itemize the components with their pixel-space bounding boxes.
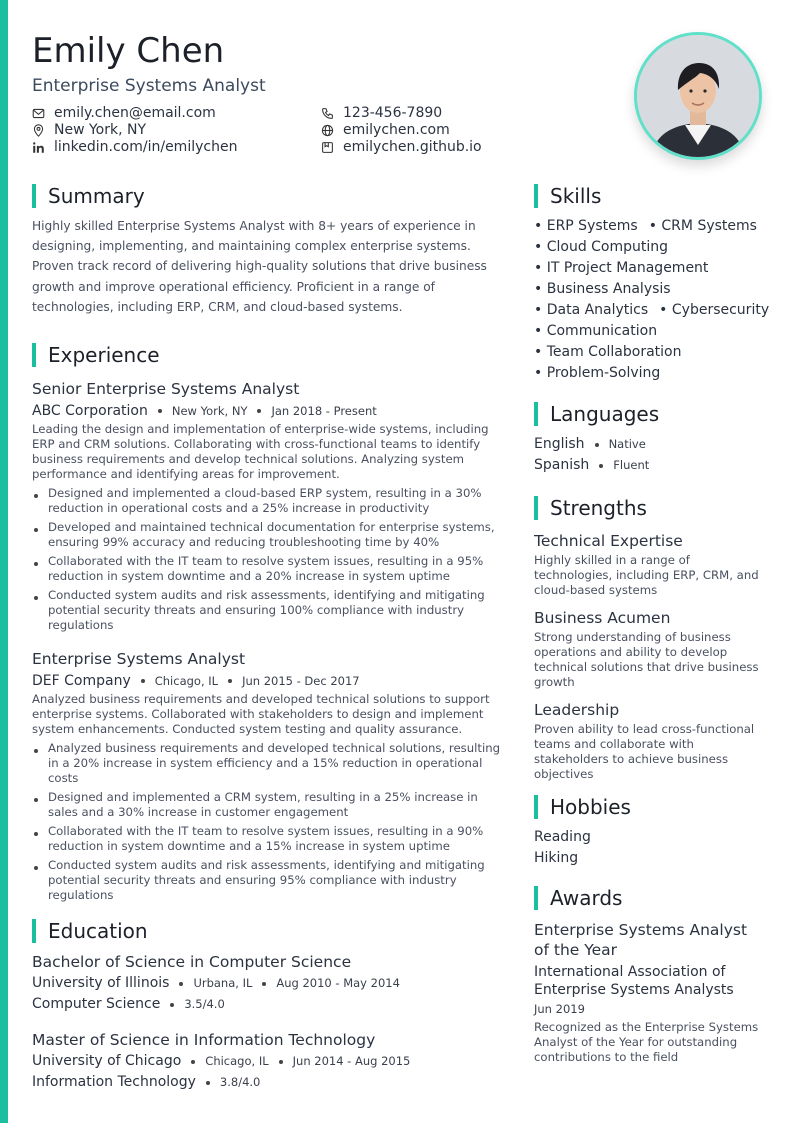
- education-heading: Education: [32, 919, 506, 943]
- award-title: Enterprise Systems Analyst of the Year: [534, 921, 748, 959]
- separator-dot: [206, 1081, 210, 1085]
- summary-text: Highly skilled Enterprise Systems Analyst with 8+ years of experience in designing, implementing, and maintaining complex enterprise systems. Proven track record of delivering high-quality solutions that drive business growth and improve operational efficiency. Proficient in a range of technologies, including ERP, CRM, and cloud-based systems.: [32, 219, 487, 314]
- strength-description: Highly skilled in a range of technologies, including ERP, CRM, and cloud-based systems: [534, 553, 759, 597]
- job-location: New York, NY: [171, 404, 248, 419]
- location-pin-icon: [32, 124, 45, 137]
- achievement-item: Designed and implemented a cloud-based ERP system, resulting in a 30% reduction in operational costs and a 25% increase in productivity: [32, 486, 506, 516]
- hobbies-section: [534, 795, 766, 869]
- skills-section: [534, 184, 770, 384]
- edu-school-line: [32, 1051, 506, 1072]
- skills-row: [534, 300, 770, 321]
- strength-description: Proven ability to lead cross-functional teams and collaborate with stakeholders to achieve business objectives: [534, 722, 755, 781]
- separator-dot: [141, 679, 145, 683]
- contact-list: [32, 105, 592, 155]
- education-section: [32, 919, 506, 1093]
- edu-dates: Aug 2010 - May 2014: [276, 976, 400, 991]
- separator-dot: [599, 464, 603, 468]
- strength-title: Leadership: [534, 701, 620, 719]
- mail-icon: [32, 107, 45, 120]
- skill-item: • Cybersecurity: [659, 300, 769, 321]
- achievement-item: Conducted system audits and risk assessments, identifying and mitigating potential security threats and ensuring 100% compliance with industry regulations: [32, 588, 506, 633]
- skill-item: • Team Collaboration: [534, 342, 681, 363]
- linkedin-text: linkedin.com/in/emilychen: [54, 139, 238, 155]
- phone-icon: [321, 107, 334, 120]
- awards-section: [534, 886, 766, 1065]
- edu-gpa: 3.5/4.0: [184, 997, 225, 1012]
- job-role: Senior Enterprise Systems Analyst: [32, 380, 300, 399]
- language-level: Native: [608, 437, 646, 451]
- education-entry: [32, 1029, 506, 1093]
- achievement-item: Collaborated with the IT team to resolve system issues, resulting in a 90% reduction in system downtime and a 15% increase in system uptime: [32, 824, 506, 854]
- edu-school: University of Chicago: [32, 1053, 182, 1070]
- email-text: emily.chen@email.com: [54, 105, 216, 121]
- job-role: Enterprise Systems Analyst: [32, 650, 246, 669]
- edu-location: Urbana, IL: [193, 976, 253, 991]
- edu-school-line: [32, 973, 506, 994]
- edu-field-line: [32, 1072, 506, 1093]
- skill-item: • Communication: [534, 321, 657, 342]
- summary-heading: Summary: [32, 184, 506, 208]
- separator-dot: [257, 409, 261, 413]
- languages-section: [534, 402, 766, 476]
- candidate-name: Emily Chen: [32, 31, 225, 71]
- skills-heading: Skills: [534, 184, 766, 208]
- job-dates: Jun 2015 - Dec 2017: [242, 674, 360, 689]
- language-item: [534, 434, 766, 455]
- education-entry: [32, 951, 506, 1015]
- skills-list: [534, 216, 770, 384]
- separator-dot: [179, 982, 183, 986]
- experience-heading: Experience: [32, 343, 506, 367]
- edu-field: Computer Science: [32, 996, 161, 1013]
- skills-row: [534, 216, 766, 237]
- right-column: [534, 184, 770, 1065]
- job-meta: [32, 402, 506, 420]
- skill-item: • CRM Systems: [649, 216, 757, 237]
- awards-heading: Awards: [534, 886, 766, 910]
- edu-field: Information Technology: [32, 1074, 196, 1091]
- job-company: ABC Corporation: [32, 403, 148, 420]
- avatar-illustration: [637, 35, 759, 157]
- separator-dot: [279, 1060, 283, 1064]
- skill-item: • ERP Systems: [534, 216, 638, 237]
- separator-dot: [595, 443, 599, 447]
- edu-degree: Master of Science in Information Technology: [32, 1031, 376, 1050]
- achievement-item: Analyzed business requirements and developed technical solutions, resulting in a 20% increase in system efficiency and a 15% reduction in operational costs: [32, 741, 506, 786]
- resume-header: [32, 28, 592, 155]
- separator-dot: [228, 679, 232, 683]
- skill-item: • Cloud Computing: [534, 237, 668, 258]
- globe-icon: [321, 124, 334, 137]
- skill-item: • Problem-Solving: [534, 363, 660, 384]
- edu-location: Chicago, IL: [205, 1054, 269, 1069]
- edu-gpa: 3.8/4.0: [219, 1075, 261, 1090]
- edu-degree: Bachelor of Science in Computer Science: [32, 953, 352, 972]
- award-description: Recognized as the Enterprise Systems Analyst of the Year for outstanding contributions to the field: [534, 1020, 759, 1064]
- contact-website[interactable]: [321, 122, 581, 138]
- skills-row: [534, 237, 766, 258]
- skill-item: • IT Project Management: [534, 258, 708, 279]
- job-description: Leading the design and implementation of enterprise-wide systems, including ERP and CRM solutions. Collaborating with cross-functional teams to identify business requirements and develop technical solutions. Analyzing system performance and identifying areas for improvement.: [32, 422, 489, 482]
- award-date: Jun 2019: [534, 1002, 585, 1016]
- job-description: Analyzed business requirements and developed technical solutions to support enterprise systems. Collaborated with stakeholders to design and implement system enhancements. Conducted system testing and quality assurance.: [32, 692, 490, 737]
- contact-email[interactable]: [32, 105, 321, 121]
- github-text: emilychen.github.io: [343, 139, 482, 155]
- job-achievements: [32, 486, 506, 633]
- separator-dot: [170, 1003, 174, 1007]
- skills-row: [534, 363, 766, 384]
- linkedin-icon: [32, 141, 45, 154]
- languages-heading: Languages: [534, 402, 766, 426]
- job-meta: [32, 672, 506, 690]
- left-column: [32, 184, 506, 1105]
- skills-row: [534, 258, 766, 279]
- skills-row: [534, 279, 766, 300]
- website-text: emilychen.com: [343, 122, 450, 138]
- achievement-item: Collaborated with the IT team to resolve system issues, resulting in a 95% reduction in system downtime and a 20% increase in system uptime: [32, 554, 506, 584]
- achievement-item: Conducted system audits and risk assessments, identifying and mitigating potential security threats and ensuring 95% compliance with industry regulations: [32, 858, 506, 903]
- phone-text: 123-456-7890: [343, 105, 443, 121]
- strength-item: [534, 700, 766, 782]
- achievement-item: Developed and maintained technical documentation for enterprise systems, ensuring 99% accuracy and reducing troubleshooting time by 40%: [32, 520, 506, 550]
- language-item: [534, 455, 766, 476]
- skill-item: • Business Analysis: [534, 279, 671, 300]
- award-item: [534, 920, 766, 1065]
- strengths-section: [534, 496, 766, 782]
- language-level: Fluent: [613, 458, 650, 472]
- job-company: DEF Company: [32, 673, 131, 690]
- skills-row: [534, 321, 766, 342]
- job-dates: Jan 2018 - Present: [271, 404, 377, 419]
- edu-field-line: [32, 994, 506, 1015]
- award-organization: International Association of Enterprise Systems Analysts: [534, 964, 734, 998]
- job-location: Chicago, IL: [154, 674, 219, 689]
- languages-list: [534, 434, 766, 476]
- hobbies-heading: Hobbies: [534, 795, 766, 819]
- separator-dot: [262, 982, 266, 986]
- edu-school: University of Illinois: [32, 975, 170, 992]
- strength-title: Technical Expertise: [534, 532, 683, 550]
- strengths-list: [534, 531, 766, 782]
- strength-item: [534, 608, 766, 690]
- hobby-item: Reading: [534, 829, 591, 845]
- skill-item: • Data Analytics: [534, 300, 648, 321]
- separator-dot: [191, 1060, 195, 1064]
- github-icon: [321, 141, 334, 154]
- language-name: English: [534, 436, 585, 452]
- strength-description: Strong understanding of business operations and ability to develop technical solutions that drive business growth: [534, 630, 759, 689]
- separator-dot: [158, 409, 162, 413]
- summary-section: [32, 184, 506, 317]
- edu-dates: Jun 2014 - Aug 2015: [292, 1054, 411, 1069]
- strength-title: Business Acumen: [534, 609, 671, 627]
- achievement-item: Designed and implemented a CRM system, resulting in a 25% increase in sales and a 30% increase in customer engagement: [32, 790, 506, 820]
- location-text: New York, NY: [54, 122, 147, 138]
- hobby-item: Hiking: [534, 850, 579, 866]
- job-entry: [32, 379, 506, 633]
- experience-section: [32, 343, 506, 903]
- language-name: Spanish: [534, 457, 590, 473]
- contact-linkedin[interactable]: [32, 139, 321, 155]
- strengths-heading: Strengths: [534, 496, 766, 520]
- skills-row: [534, 342, 766, 363]
- accent-bar: [0, 0, 8, 1123]
- contact-location: [32, 122, 321, 138]
- job-entry: [32, 649, 506, 903]
- candidate-title: Enterprise Systems Analyst: [32, 76, 266, 96]
- contact-phone[interactable]: [321, 105, 581, 121]
- profile-photo: [634, 32, 762, 160]
- hobbies-list: [534, 827, 766, 869]
- strength-item: [534, 531, 766, 598]
- job-achievements: [32, 741, 506, 903]
- contact-github[interactable]: [321, 139, 581, 155]
